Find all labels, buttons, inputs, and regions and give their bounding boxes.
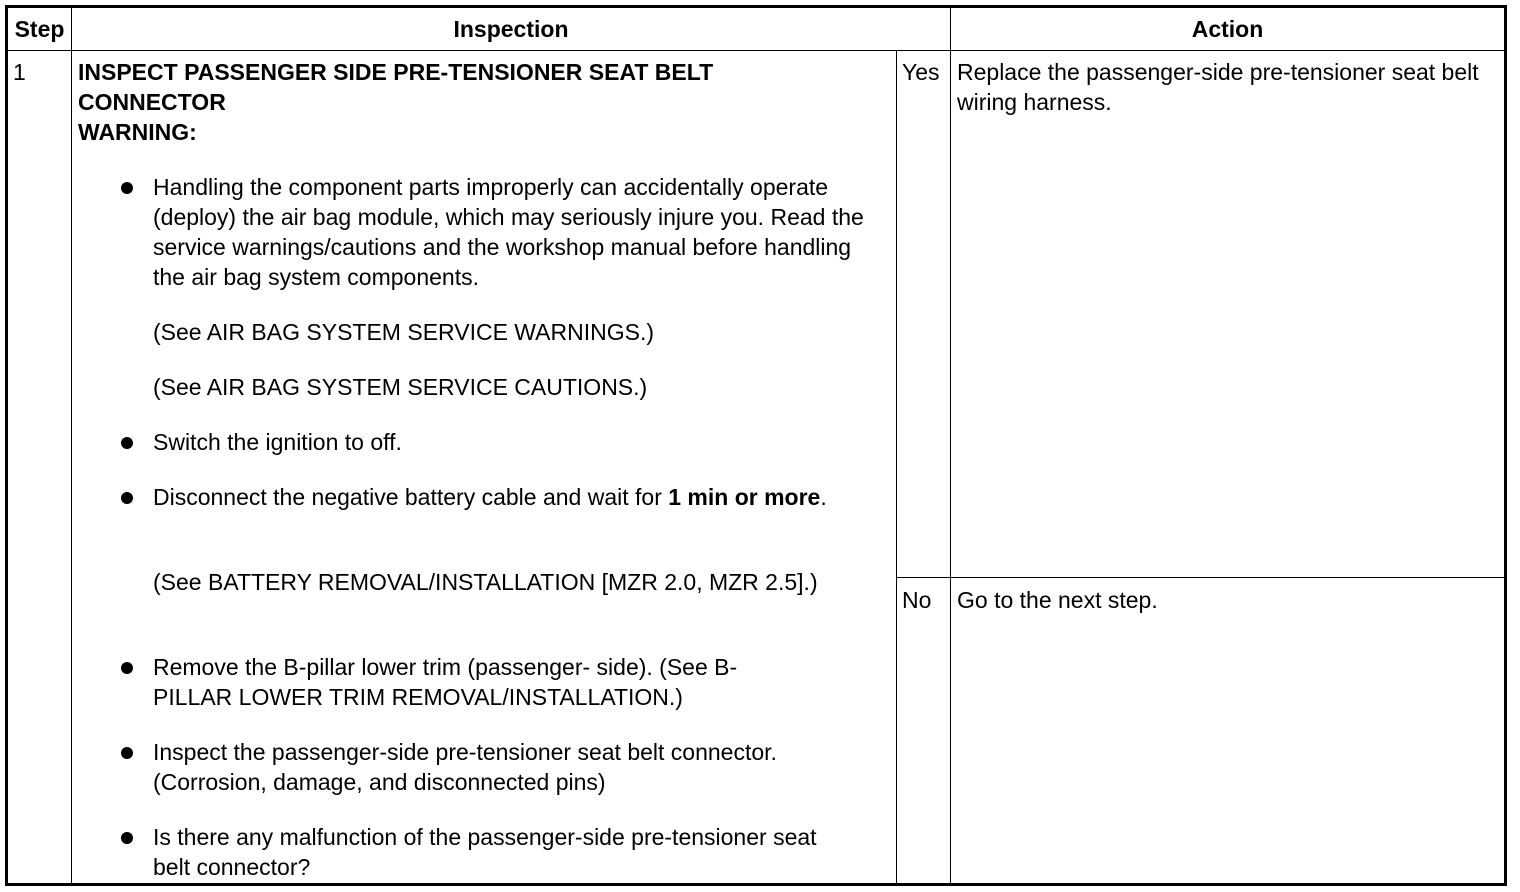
- inspection-table: [5, 5, 1507, 886]
- bullet-text-handling: Handling the component parts improperly can accidentally operate (deploy) the air bag module, which may seriously injure you. Read the service warnings/cautions and the workshop manual before handling the air bag system components.: [153, 174, 864, 290]
- bullet-text-question: Is there any malfunction of the passenger-side pre-tensioner seat belt connector?: [153, 824, 817, 880]
- no-action: Go to the next step.: [957, 587, 1158, 613]
- ref-warnings: (See AIR BAG SYSTEM SERVICE WARNINGS.): [153, 319, 655, 345]
- yes-no-divider: [896, 577, 1504, 578]
- col-divider-step: [71, 8, 72, 883]
- battery-text-bold: 1 min or more: [668, 484, 821, 510]
- ref-battery: (See BATTERY REMOVAL/INSTALLATION [MZR 2.0, MZR 2.5].): [153, 569, 818, 595]
- bullet-dot: [121, 747, 133, 759]
- bullet-text-inspect: Inspect the passenger-side pre-tensioner seat belt connector. (Corrosion, damage, and disconnected pins): [153, 739, 777, 795]
- battery-text-after: .: [820, 484, 827, 510]
- warning-label: WARNING:: [78, 119, 197, 145]
- bullet-text-battery: [153, 482, 833, 512]
- bullet-text-bpillar: Remove the B-pillar lower trim (passenger- side). (See B-PILLAR LOWER TRIM REMOVAL/INSTALLATION.): [153, 654, 738, 710]
- battery-text-before: Disconnect the negative battery cable and wait for: [153, 484, 669, 510]
- bullet-dot: [121, 492, 133, 504]
- no-label: No: [902, 587, 932, 613]
- inspection-title-line2: CONNECTOR: [78, 89, 226, 115]
- header-inspection: Inspection: [453, 16, 569, 42]
- bullet-dot: [121, 182, 133, 194]
- bullet-text-ignition: Switch the ignition to off.: [153, 429, 402, 455]
- header-divider: [8, 50, 1504, 51]
- col-divider-action: [950, 8, 951, 883]
- bullet-dot: [121, 832, 133, 844]
- step-number: 1: [13, 59, 26, 85]
- header-step: Step: [14, 16, 65, 42]
- header-action: Action: [1191, 16, 1264, 42]
- yes-action: Replace the passenger-side pre-tensioner seat belt wiring harness.: [957, 59, 1479, 115]
- inspection-title-line1: INSPECT PASSENGER SIDE PRE-TENSIONER SEAT BELT: [78, 59, 714, 85]
- ref-cautions: (See AIR BAG SYSTEM SERVICE CAUTIONS.): [153, 374, 648, 400]
- bullet-dot: [121, 437, 133, 449]
- yes-label: Yes: [902, 59, 940, 85]
- col-divider-yesno: [896, 50, 897, 883]
- bullet-dot: [121, 662, 133, 674]
